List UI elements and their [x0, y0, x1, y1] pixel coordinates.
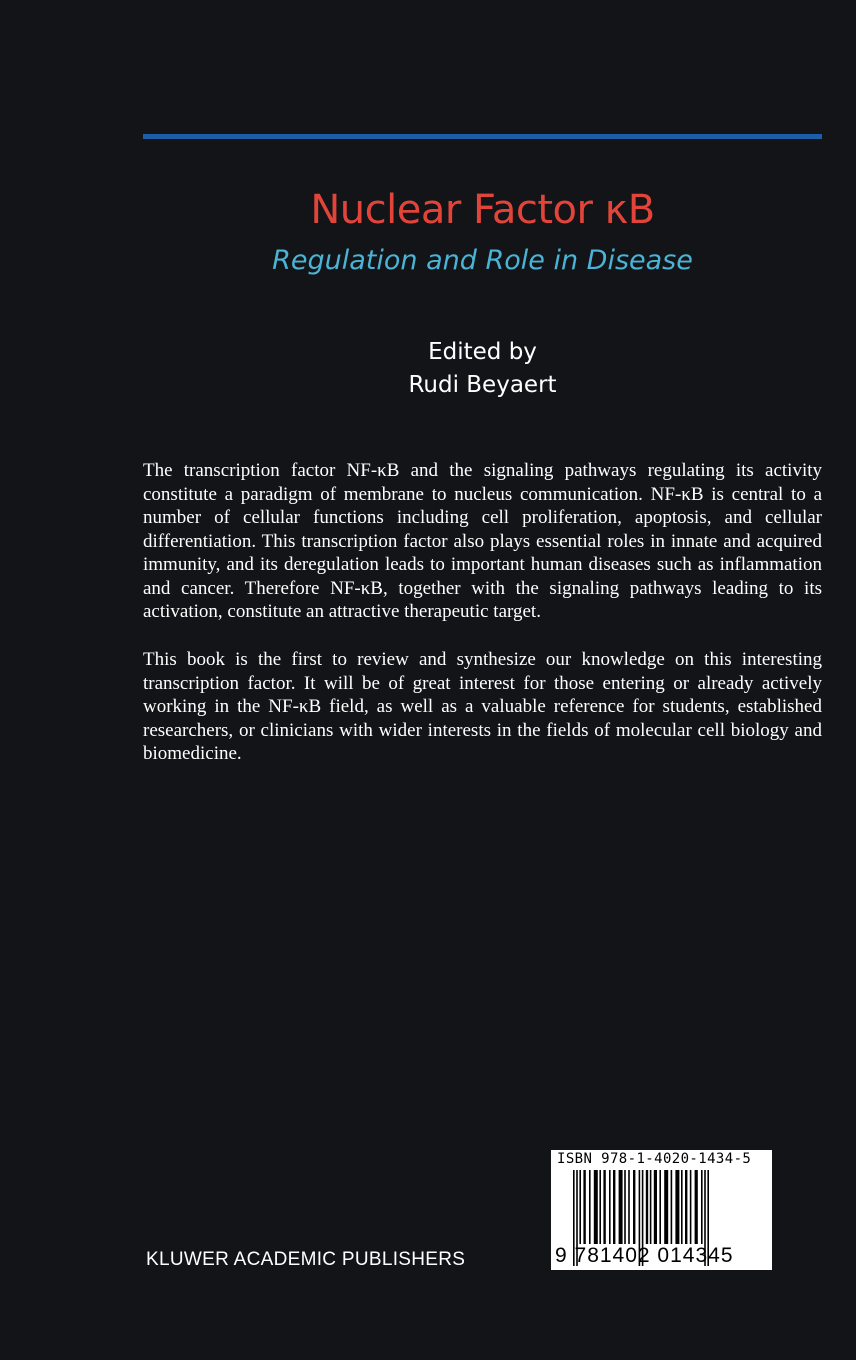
edited-by-label: Edited by	[428, 339, 537, 365]
barcode-panel	[551, 1150, 772, 1270]
description-paragraph-1: The transcription factor NF-κB and the signaling pathways regulating its activity constitute a paradigm of membrane to nucleus communication. NF-κB is central to a number of cellular functions including cell proliferation, apoptosis, and cellular differentiation. This transcription factor also plays essential roles in innate and acquired immunity, and its deregulation leads to important human diseases such as inflammation and cancer. Therefore NF-κB, together with the signaling pathways leading to its activation, constitute an attractive therapeutic target.	[143, 460, 822, 622]
isbn-label: ISBN 978-1-4020-1434-5	[557, 1151, 752, 1167]
editor-name: Rudi Beyaert	[408, 372, 557, 398]
top-blue-rule	[143, 134, 822, 139]
description-paragraph-2: This book is the first to review and synthesize our knowledge on this interesting transcription factor. It will be of great interest for those entering or already actively working in the NF-κB field, as well as a valuable reference for students, established researchers, or clinicians with wider interests in the fields of molecular cell biology and biomedicine.	[143, 649, 822, 764]
barcode-number: 9 781402 014345	[555, 1244, 734, 1267]
book-subtitle: Regulation and Role in Disease	[272, 245, 693, 276]
book-title: Nuclear Factor κB	[310, 187, 655, 233]
editor-block	[143, 336, 822, 402]
publisher-name: KLUWER ACADEMIC PUBLISHERS	[146, 1249, 466, 1270]
